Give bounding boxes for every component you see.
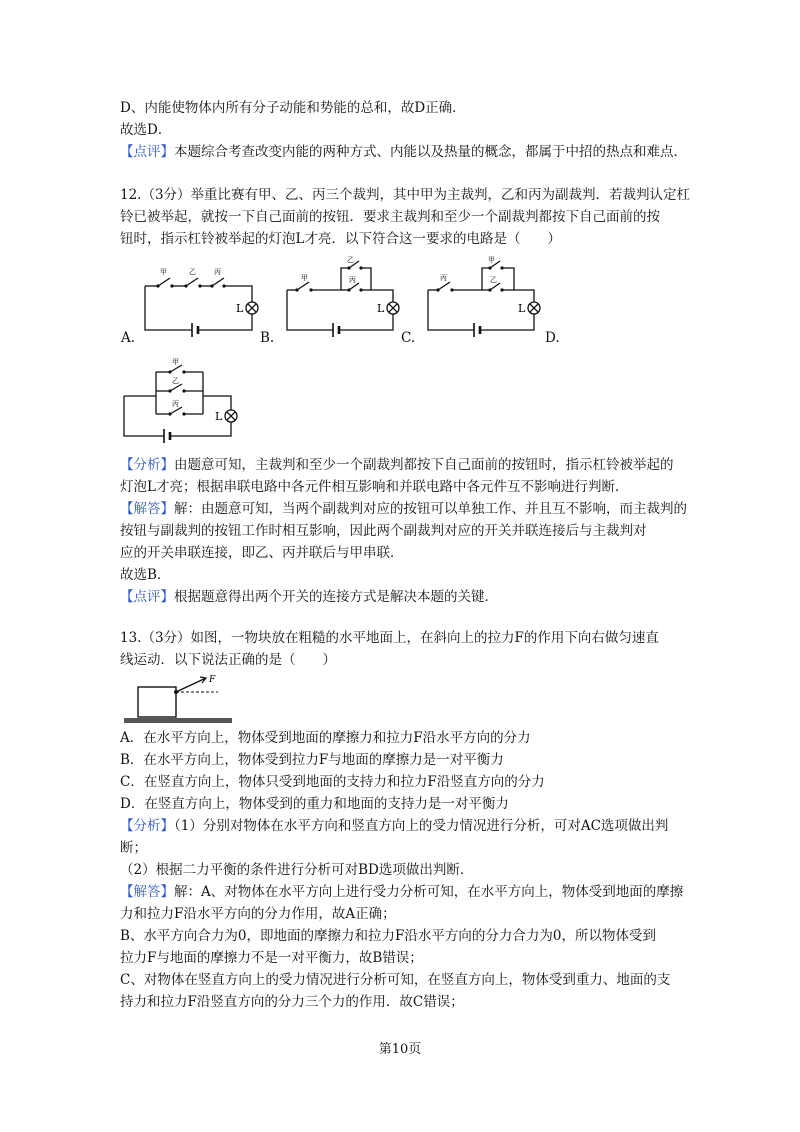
block-force-diagram [120,674,240,726]
q12-option-b: B. [260,330,275,346]
q12-analysis: 【分析】由题意可知，主裁判和至少一个副裁判都按下自己面前的按钮时，指示杠铃被举起的 [120,457,674,473]
q13-option-b: B．在水平方向上，物体受到拉力F与地面的摩擦力是一对平衡力 [120,752,504,768]
switch-label-jia: 甲 [172,358,179,366]
q12-stem-line: 12.（3分）举重比赛有甲、乙、丙三个裁判，其中甲为主裁判，乙和丙为副裁判．若裁判认定杠 [120,187,691,203]
q12-option-c: C. [401,330,416,346]
switch-label-yi: 乙 [347,256,354,264]
comment-tag: 【点评】 [120,589,174,605]
q12-answer: 故选B． [120,567,171,583]
q12-comment: 【点评】根据题意得出两个开关的连接方式是解决本题的关键． [120,589,498,605]
lamp-label: L [236,302,244,315]
q13-solution-line: B、水平方向合力为0，即地面的摩擦力和拉力F沿水平方向的分力合力为0，所以物体受到 [120,928,656,944]
q12-analysis-line: 灯泡L才亮；根据串联电路中各元件相互影响和并联电路中各元件互不影响进行判断． [120,479,629,495]
circuit-c-diagram [424,256,546,342]
q12-solution: 【解答】解：由题意可知，当两个副裁判对应的按钮可以单独工作、并且互不影响，而主裁判的 [120,501,687,517]
lamp-label: L [377,302,385,315]
q12-stem-line: 铃已被举起，就按一下自己面前的按钮．要求主裁判和至少一个副裁判都按下自己面前的按 [120,209,660,225]
q12-solution-line: 按钮与副裁判的按钮工作时相互影响，因此两个副裁判对应的开关并联连接后与主裁判对 [120,523,647,539]
switch-label-jia: 甲 [488,256,495,264]
q13-option-a: A．在水平方向上，物体受到地面的摩擦力和拉力F沿水平方向的分力 [120,730,531,746]
switch-label-yi: 乙 [189,268,196,276]
q13-solution-line: C、对物体在竖直方向上的受力情况进行分析可知，在竖直方向上，物体受到重力、地面的支 [120,972,671,988]
q13-stem-line: 13.（3分）如图，一物块放在粗糙的水平地面上，在斜向上的拉力F的作用下向右做匀速直 [120,630,659,646]
circuit-b-diagram [283,256,403,342]
switch-label-bing: 丙 [349,276,356,284]
switch-label-bing: 丙 [440,274,447,282]
force-label: F [209,675,216,685]
q13-option-d: D．在竖直方向上，物体受到的重力和地面的支持力是一对平衡力 [120,796,509,812]
switch-label-jia: 甲 [160,268,167,276]
switch-label-yi: 乙 [490,276,497,284]
lamp-label: L [215,410,223,423]
analysis-tag: 【分析】 [120,457,174,473]
analysis-tag: 【分析】 [120,818,174,834]
q13-solution-line: 持力和拉力F沿竖直方向的分力三个力的作用．故C错误； [120,994,464,1010]
q13-analysis: 【分析】（1）分别对物体在水平方向和竖直方向上的受力情况进行分析，可对AC选项做出判 [120,818,669,834]
q12-solution-line: 应的开关串联连接，即乙、丙并联后与甲串联． [120,545,404,561]
switch-label-yi: 乙 [172,377,179,385]
q13-solution-line: 力和拉力F沿水平方向的分力作用，故A正确； [120,906,396,922]
page-number: 第10页 [378,1042,422,1057]
switch-label-bing: 丙 [214,268,221,276]
force-point [174,690,178,694]
switch-label-jia: 甲 [301,274,308,282]
q13-analysis-line: 断； [120,840,147,856]
lamp-label: L [518,302,526,315]
prev-answer: 故选D． [120,122,172,138]
circuit-d-diagram [120,358,245,446]
q13-solution: 【解答】解：A、对物体在水平方向上进行受力分析可知，在水平方向上，物体受到地面的摩擦 [120,884,684,900]
rough-ground [124,718,232,723]
q13-option-c: C．在竖直方向上，物体只受到地面的支持力和拉力F沿竖直方向的分力 [120,774,545,790]
q13-solution-line: 拉力F与地面的摩擦力不是一对平衡力，故B错误； [120,950,423,966]
solution-tag: 【解答】 [120,501,174,517]
prev-option-d: D、内能使物体内所有分子动能和势能的总和，故D正确． [120,100,466,116]
q12-stem-line: 钮时，指示杠铃被举起的灯泡L才亮．以下符合这一要求的电路是（ ） [120,231,561,247]
prev-comment [120,142,687,162]
q13-stem-line: 线运动．以下说法正确的是（ ） [120,652,336,668]
comment-text: 本题综合考查改变内能的两种方式、内能以及热量的概念，都属于中招的热点和难点． [174,144,687,160]
solution-tag: 【解答】 [120,884,174,900]
q12-option-a: A. [121,330,136,346]
switch-label-bing: 丙 [172,400,179,408]
q13-analysis-line: （2）根据二力平衡的条件进行分析可对BD选项做出判断． [120,862,474,878]
circuit-a-diagram [140,262,265,342]
q12-option-d: D. [545,330,560,346]
comment-tag: 【点评】 [120,144,174,160]
